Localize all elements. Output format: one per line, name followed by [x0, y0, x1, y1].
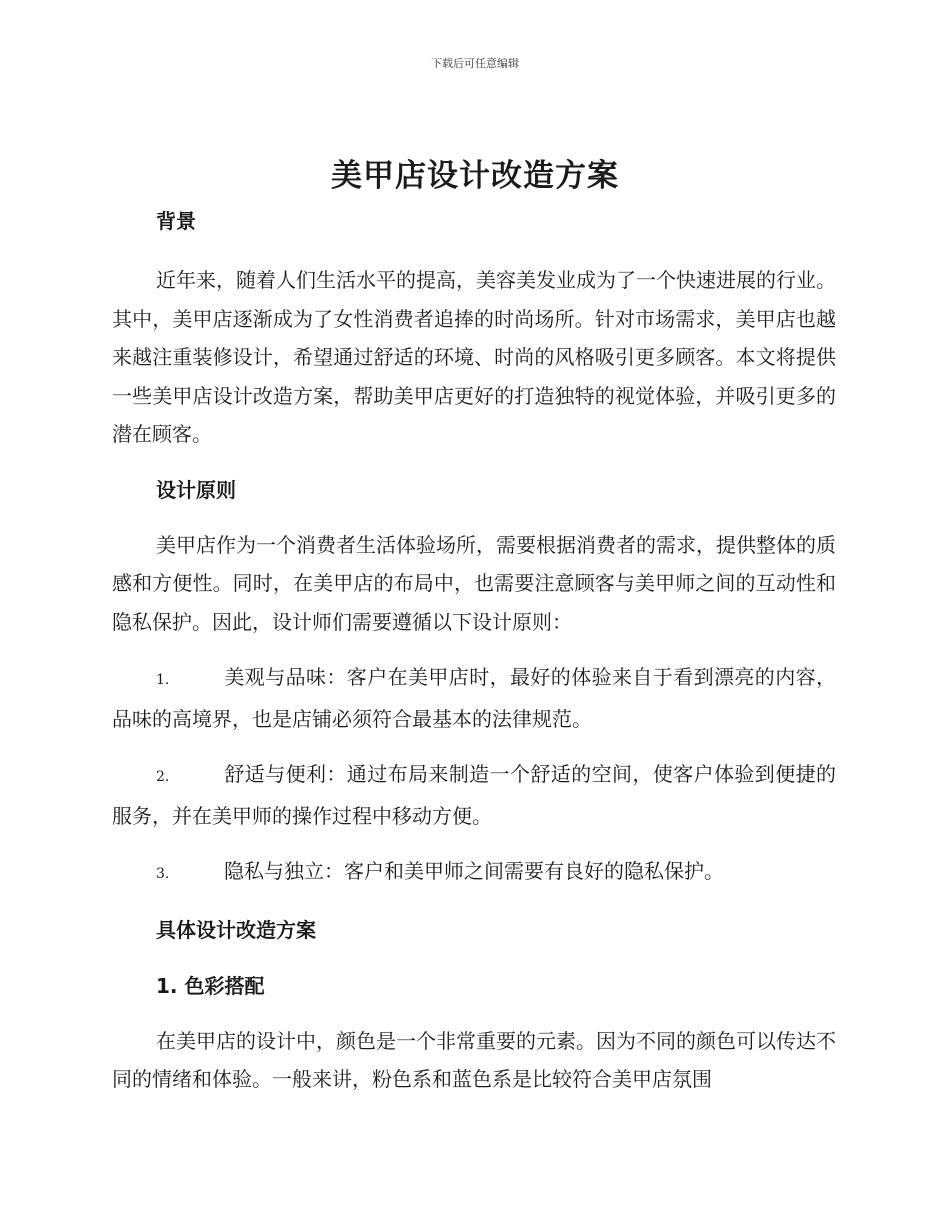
list-number: 3. [156, 866, 170, 882]
principle-item-2 [112, 755, 836, 835]
section-heading-plan: 具体设计改造方案 [156, 917, 316, 942]
list-item-text: 隐私与独立：客户和美甲师之间需要有良好的隐私保护。 [224, 859, 724, 883]
color-paragraph: 在美甲店的设计中，颜色是一个非常重要的元素。因为不同的颜色可以传达不同的情绪和体验。一般来讲，粉色系和蓝色系是比较符合美甲店氛围 [112, 1028, 836, 1091]
list-number: 1. [156, 672, 170, 688]
principle-item-3 [112, 852, 836, 894]
principles-paragraph: 美甲店作为一个消费者生活体验场所，需要根据消费者的需求，提供整体的质感和方便性。同时，在美甲店的布局中，也需要注意顾客与美甲师之间的互动性和隐私保护。因此，设计师们需要遵循以下设计原则： [112, 532, 836, 634]
document-title: 美甲店设计改造方案 [331, 158, 619, 194]
section-heading-principles: 设计原则 [156, 477, 236, 502]
background-paragraph: 近年来，随着人们生活水平的提高，美容美发业成为了一个快速进展的行业。其中，美甲店逐渐成为了女性消费者追捧的时尚场所。针对市场需求，美甲店也越来越注重装修设计，希望通过舒适的环境、时尚的风格吸引更多顾客。本文将提供一些美甲店设计改造方案，帮助美甲店更好的打造独特的视觉体验，并吸引更多的潜在顾客。 [112, 268, 836, 446]
principle-item-1 [112, 658, 836, 738]
section-heading-background: 背景 [156, 209, 196, 233]
subheading-color: 1. 色彩搭配 [156, 973, 265, 998]
list-item-text: 舒适与便利：通过布局来制造一个舒适的空间，使客户体验到便捷的服务，并在美甲师的操作过程中移动方便。 [112, 762, 836, 828]
header-note: 下载后可任意编辑 [431, 57, 519, 70]
list-item-text: 美观与品味：客户在美甲店时，最好的体验来自于看到漂亮的内容，品味的高境界，也是店铺必须符合最基本的法律规范。 [112, 665, 836, 731]
list-number: 2. [156, 769, 170, 785]
document-body [112, 206, 836, 1099]
